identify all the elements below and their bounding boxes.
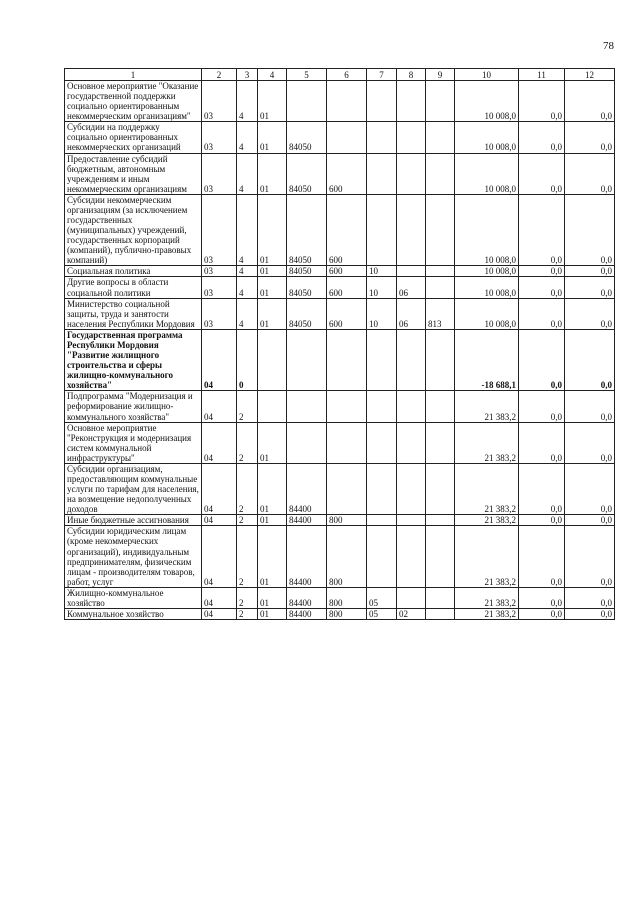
cell-col-7 [367, 391, 397, 422]
cell-col-8 [397, 587, 426, 608]
cell-col-11: 0,0 [519, 153, 565, 194]
cell-col-9 [426, 587, 455, 608]
cell-col-12: 0,0 [565, 391, 615, 422]
cell-col-5 [287, 422, 327, 463]
cell-col-5: 84400 [287, 526, 327, 587]
cell-col-6 [327, 81, 367, 122]
cell-col-11: 0,0 [519, 266, 565, 277]
cell-col-6 [327, 391, 367, 422]
cell-col-7 [367, 81, 397, 122]
table-row [65, 81, 615, 122]
cell-col-11: 0,0 [519, 122, 565, 153]
cell-col-6: 600 [327, 153, 367, 194]
cell-col-12: 0,0 [565, 298, 615, 329]
cell-col-11: 0,0 [519, 329, 565, 390]
cell-col-7 [367, 122, 397, 153]
table-body [65, 81, 615, 620]
cell-col-12: 0,0 [565, 153, 615, 194]
cell-col-12: 0,0 [565, 526, 615, 587]
cell-col-7 [367, 329, 397, 390]
cell-col-10: 21 383,2 [455, 608, 519, 619]
cell-col-6 [327, 329, 367, 390]
cell-col-9 [426, 391, 455, 422]
cell-col-11: 0,0 [519, 608, 565, 619]
column-header: 9 [426, 69, 455, 81]
cell-col-4: 01 [258, 81, 287, 122]
cell-col-5: 84050 [287, 277, 327, 298]
cell-col-7 [367, 422, 397, 463]
cell-col-5 [287, 329, 327, 390]
column-header: 8 [397, 69, 426, 81]
table-row [65, 266, 615, 277]
cell-col-12: 0,0 [565, 422, 615, 463]
cell-col-3: 2 [237, 587, 258, 608]
cell-col-3: 4 [237, 153, 258, 194]
cell-col-9 [426, 194, 455, 266]
cell-row-name: Социальная политика [65, 266, 202, 277]
table-row [65, 463, 615, 514]
cell-col-12: 0,0 [565, 515, 615, 526]
cell-col-2: 03 [202, 122, 237, 153]
cell-col-10: 21 383,2 [455, 587, 519, 608]
table-row [65, 298, 615, 329]
table-row [65, 329, 615, 390]
cell-col-11: 0,0 [519, 298, 565, 329]
cell-col-4: 01 [258, 153, 287, 194]
cell-col-7 [367, 463, 397, 514]
column-header: 4 [258, 69, 287, 81]
cell-col-4: 01 [258, 422, 287, 463]
cell-col-5 [287, 391, 327, 422]
cell-col-6: 800 [327, 526, 367, 587]
cell-col-3: 4 [237, 122, 258, 153]
table-row [65, 422, 615, 463]
cell-col-3: 4 [237, 194, 258, 266]
cell-col-5: 84400 [287, 587, 327, 608]
cell-col-8 [397, 266, 426, 277]
cell-col-10: 10 008,0 [455, 266, 519, 277]
cell-col-5: 84050 [287, 266, 327, 277]
page-number: 78 [603, 40, 614, 52]
table-row [65, 194, 615, 266]
cell-col-2: 04 [202, 526, 237, 587]
cell-row-name: Подпрограмма "Модернизация и реформирование жилищно-коммунального хозяйства" [65, 391, 202, 422]
cell-row-name: Государственная программа Республики Мордовия "Развитие жилищного строительства и сферы жилищно-коммунального хозяйства" [65, 329, 202, 390]
cell-col-8: 06 [397, 298, 426, 329]
column-header: 11 [519, 69, 565, 81]
cell-col-5: 84400 [287, 608, 327, 619]
cell-col-6: 600 [327, 194, 367, 266]
cell-col-12: 0,0 [565, 277, 615, 298]
cell-col-2: 04 [202, 391, 237, 422]
cell-col-10: 21 383,2 [455, 463, 519, 514]
cell-col-3: 2 [237, 422, 258, 463]
cell-col-8 [397, 526, 426, 587]
cell-col-8 [397, 515, 426, 526]
cell-col-9 [426, 81, 455, 122]
cell-col-3: 0 [237, 329, 258, 390]
table-row [65, 391, 615, 422]
cell-col-2: 04 [202, 329, 237, 390]
cell-col-3: 2 [237, 391, 258, 422]
cell-col-8 [397, 391, 426, 422]
column-header: 5 [287, 69, 327, 81]
cell-col-6: 800 [327, 587, 367, 608]
table-row [65, 515, 615, 526]
cell-col-9 [426, 422, 455, 463]
cell-col-12: 0,0 [565, 194, 615, 266]
table-row [65, 587, 615, 608]
cell-col-9 [426, 277, 455, 298]
cell-col-11: 0,0 [519, 277, 565, 298]
cell-col-7 [367, 526, 397, 587]
cell-col-12: 0,0 [565, 266, 615, 277]
cell-col-11: 0,0 [519, 391, 565, 422]
cell-col-9 [426, 526, 455, 587]
cell-col-4 [258, 329, 287, 390]
cell-col-4: 01 [258, 122, 287, 153]
cell-col-8 [397, 122, 426, 153]
cell-col-3: 4 [237, 81, 258, 122]
cell-col-11: 0,0 [519, 526, 565, 587]
cell-col-2: 04 [202, 515, 237, 526]
table-row [65, 526, 615, 587]
cell-col-5: 84050 [287, 153, 327, 194]
cell-col-9 [426, 122, 455, 153]
table-header-row [65, 69, 615, 81]
column-header: 10 [455, 69, 519, 81]
cell-col-5: 84050 [287, 122, 327, 153]
cell-col-2: 03 [202, 277, 237, 298]
cell-col-2: 04 [202, 463, 237, 514]
column-header: 7 [367, 69, 397, 81]
table-row [65, 153, 615, 194]
cell-col-8 [397, 194, 426, 266]
cell-col-11: 0,0 [519, 81, 565, 122]
column-header: 2 [202, 69, 237, 81]
cell-col-12: 0,0 [565, 587, 615, 608]
table-row [65, 277, 615, 298]
cell-col-10: 10 008,0 [455, 298, 519, 329]
cell-col-9 [426, 266, 455, 277]
cell-col-5: 84400 [287, 515, 327, 526]
cell-col-7: 10 [367, 277, 397, 298]
cell-col-8 [397, 153, 426, 194]
cell-col-10: 10 008,0 [455, 153, 519, 194]
cell-col-2: 03 [202, 81, 237, 122]
cell-col-10: 21 383,2 [455, 391, 519, 422]
cell-col-2: 04 [202, 422, 237, 463]
cell-col-4: 01 [258, 587, 287, 608]
column-header: 3 [237, 69, 258, 81]
cell-col-4: 01 [258, 194, 287, 266]
cell-col-3: 4 [237, 298, 258, 329]
cell-col-11: 0,0 [519, 194, 565, 266]
cell-col-7 [367, 153, 397, 194]
cell-row-name: Субсидии юридическим лицам (кроме некоммерческих организаций), индивидуальным предпринимателям, физическим лицам - производителям товаров, работ, услуг [65, 526, 202, 587]
cell-col-10: -18 688,1 [455, 329, 519, 390]
cell-col-10: 21 383,2 [455, 422, 519, 463]
cell-col-2: 03 [202, 298, 237, 329]
cell-col-12: 0,0 [565, 463, 615, 514]
cell-row-name: Жилищно-коммунальное хозяйство [65, 587, 202, 608]
column-header: 1 [65, 69, 202, 81]
cell-col-2: 03 [202, 194, 237, 266]
table-row [65, 122, 615, 153]
cell-col-8 [397, 422, 426, 463]
cell-row-name: Иные бюджетные ассигнования [65, 515, 202, 526]
cell-col-8: 06 [397, 277, 426, 298]
cell-col-5: 84050 [287, 298, 327, 329]
cell-row-name: Предоставление субсидий бюджетным, автономным учреждениям и иным некоммерческим организациям [65, 153, 202, 194]
cell-col-7 [367, 194, 397, 266]
cell-col-11: 0,0 [519, 422, 565, 463]
cell-col-7: 10 [367, 298, 397, 329]
cell-col-6: 600 [327, 277, 367, 298]
cell-col-6: 800 [327, 515, 367, 526]
cell-col-5: 84050 [287, 194, 327, 266]
budget-table [64, 68, 615, 620]
cell-col-9 [426, 153, 455, 194]
cell-col-7 [367, 515, 397, 526]
cell-col-10: 10 008,0 [455, 122, 519, 153]
cell-col-7: 10 [367, 266, 397, 277]
cell-col-5: 84400 [287, 463, 327, 514]
cell-col-6 [327, 122, 367, 153]
cell-col-10: 10 008,0 [455, 194, 519, 266]
cell-col-12: 0,0 [565, 329, 615, 390]
cell-col-6 [327, 422, 367, 463]
cell-col-7: 05 [367, 608, 397, 619]
cell-row-name: Другие вопросы в области социальной политики [65, 277, 202, 298]
cell-col-9: 813 [426, 298, 455, 329]
cell-row-name: Основное мероприятие "Оказание государственной поддержки социально ориентированным некоммерческим организациям" [65, 81, 202, 122]
cell-row-name: Субсидии организациям, предоставляющим коммунальные услуги по тарифам для населения, на возмещение недополученных доходов [65, 463, 202, 514]
cell-col-8 [397, 81, 426, 122]
cell-col-4: 01 [258, 608, 287, 619]
cell-col-2: 03 [202, 266, 237, 277]
cell-col-6: 800 [327, 608, 367, 619]
table-row [65, 608, 615, 619]
column-header: 12 [565, 69, 615, 81]
cell-col-4: 01 [258, 266, 287, 277]
cell-col-4: 01 [258, 277, 287, 298]
cell-col-3: 2 [237, 526, 258, 587]
cell-row-name: Субсидии на поддержку социально ориентированных некоммерческих организаций [65, 122, 202, 153]
cell-row-name: Коммунальное хозяйство [65, 608, 202, 619]
column-header: 6 [327, 69, 367, 81]
cell-col-9 [426, 608, 455, 619]
cell-col-4: 01 [258, 463, 287, 514]
cell-col-9 [426, 515, 455, 526]
cell-col-8 [397, 329, 426, 390]
cell-col-3: 2 [237, 463, 258, 514]
cell-col-4: 01 [258, 526, 287, 587]
cell-col-8: 02 [397, 608, 426, 619]
cell-col-10: 10 008,0 [455, 81, 519, 122]
cell-col-3: 4 [237, 277, 258, 298]
cell-row-name: Основное мероприятие "Реконструкция и модернизация систем коммунальной инфраструктуры" [65, 422, 202, 463]
cell-col-9 [426, 463, 455, 514]
cell-col-2: 04 [202, 587, 237, 608]
cell-col-3: 2 [237, 608, 258, 619]
cell-row-name: Министерство социальной защиты, труда и занятости населения Республики Мордовия [65, 298, 202, 329]
cell-col-4: 01 [258, 298, 287, 329]
cell-col-8 [397, 463, 426, 514]
cell-col-10: 10 008,0 [455, 277, 519, 298]
cell-col-4 [258, 391, 287, 422]
cell-col-5 [287, 81, 327, 122]
cell-col-11: 0,0 [519, 463, 565, 514]
cell-col-3: 4 [237, 266, 258, 277]
cell-col-3: 2 [237, 515, 258, 526]
cell-col-12: 0,0 [565, 608, 615, 619]
cell-col-9 [426, 329, 455, 390]
cell-col-6: 600 [327, 266, 367, 277]
cell-col-10: 21 383,2 [455, 515, 519, 526]
cell-col-11: 0,0 [519, 587, 565, 608]
cell-row-name: Субсидии некоммерческим организациям (за исключением государственных (муниципальных) учреждений, государственных корпораций (компаний), публично-правовых компаний) [65, 194, 202, 266]
cell-col-2: 04 [202, 608, 237, 619]
cell-col-11: 0,0 [519, 515, 565, 526]
cell-col-2: 03 [202, 153, 237, 194]
cell-col-10: 21 383,2 [455, 526, 519, 587]
cell-col-4: 01 [258, 515, 287, 526]
cell-col-7: 05 [367, 587, 397, 608]
cell-col-6 [327, 463, 367, 514]
cell-col-12: 0,0 [565, 81, 615, 122]
cell-col-12: 0,0 [565, 122, 615, 153]
cell-col-6: 600 [327, 298, 367, 329]
